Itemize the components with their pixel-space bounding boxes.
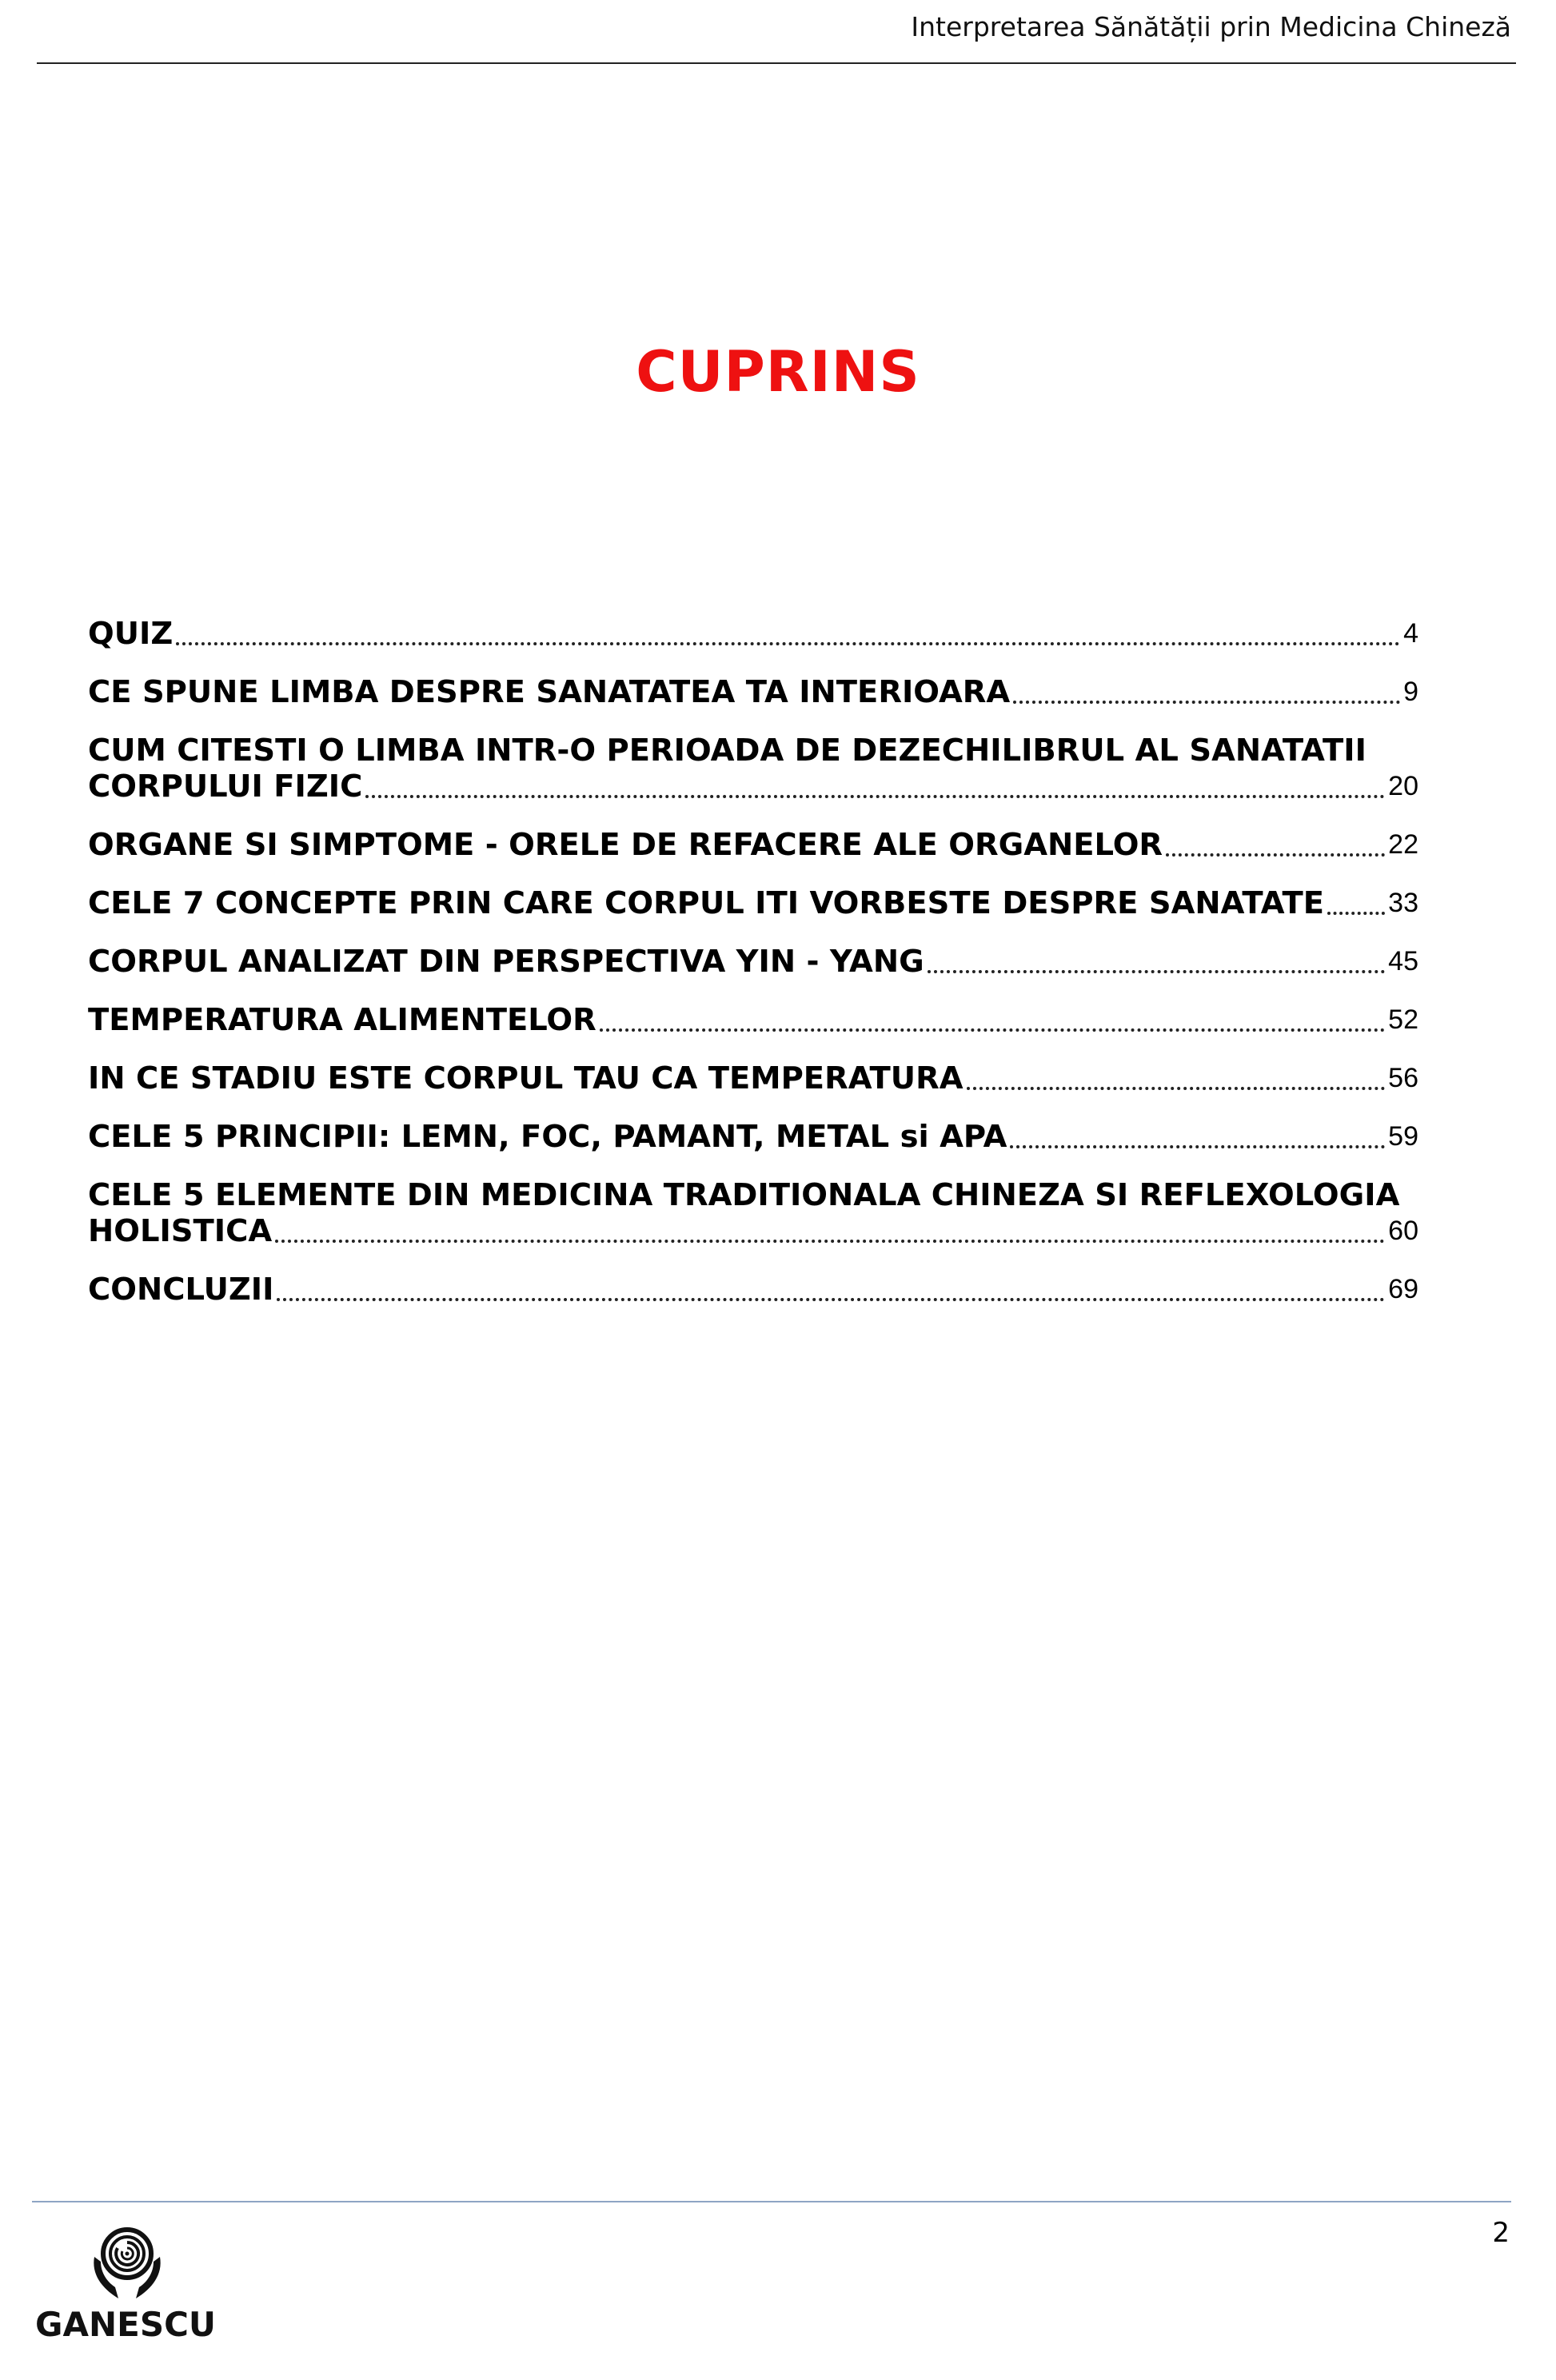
toc-entry-temperatura-alimentelor[interactable] [88, 1002, 1418, 1038]
page-number: 2 [1492, 2217, 1510, 2249]
dot-leader [928, 969, 1386, 973]
toc-entry-quiz[interactable] [88, 616, 1418, 652]
dot-leader [176, 641, 1400, 645]
toc-entry-title: CONCLUZII [88, 1272, 274, 1308]
toc-entry-title-line1: CUM CITESTI O LIMBA INTR-O PERIOADA DE DEZECHILIBRUL AL SANATATII [88, 733, 1366, 769]
running-header-title: Interpretarea Sănătății prin Medicina Chineză [911, 11, 1511, 42]
toc-entry-title: QUIZ [88, 616, 174, 652]
header-divider [37, 62, 1516, 64]
dot-leader [1013, 700, 1400, 704]
dot-leader [277, 1297, 1385, 1301]
toc-entry-page: 22 [1388, 829, 1418, 860]
toc-entry-page: 45 [1388, 946, 1418, 976]
toc-entry-title: CELE 7 CONCEPTE PRIN CARE CORPUL ITI VORBESTE DESPRE SANATATE [88, 885, 1325, 921]
toc-heading: CUPRINS [636, 339, 920, 405]
dot-leader [1327, 911, 1385, 915]
dot-leader [1166, 853, 1385, 857]
toc-entry-yin-yang[interactable] [88, 944, 1418, 980]
toc-entry-stadiu-temperatura[interactable] [88, 1060, 1418, 1096]
toc-entry-page: 4 [1403, 618, 1418, 649]
toc-entry-page: 20 [1388, 771, 1418, 801]
toc-entry-page: 69 [1388, 1274, 1418, 1304]
toc-entry-page: 59 [1388, 1121, 1418, 1152]
toc-entry-page: 52 [1388, 1004, 1418, 1035]
toc-entry-title: CORPUL ANALIZAT DIN PERSPECTIVA YIN - YANG [88, 944, 924, 980]
toc-entry-title: TEMPERATURA ALIMENTELOR [88, 1002, 596, 1038]
toc-entry-elemente[interactable] [88, 1177, 1418, 1249]
dot-leader [365, 794, 1385, 798]
ganescu-logo-icon [83, 2225, 171, 2303]
toc-entry-title-line2: HOLISTICA [88, 1213, 273, 1249]
toc-entry-title: CE SPUNE LIMBA DESPRE SANATATEA TA INTERIOARA [88, 674, 1011, 710]
toc-entry-title-line2: CORPULUI FIZIC [88, 769, 363, 805]
toc-entry-title: CELE 5 PRINCIPII: LEMN, FOC, PAMANT, METAL si APA [88, 1119, 1007, 1155]
dot-leader [1010, 1144, 1385, 1148]
toc-entry-limba[interactable] [88, 674, 1418, 710]
dot-leader [275, 1239, 1385, 1243]
toc-entry-page: 33 [1388, 888, 1418, 918]
toc-entry-page: 56 [1388, 1063, 1418, 1093]
toc-entry-page: 9 [1403, 677, 1418, 707]
toc-entry-principii[interactable] [88, 1119, 1418, 1155]
toc-entry-concluzii[interactable] [88, 1272, 1418, 1308]
toc-entry-page: 60 [1388, 1216, 1418, 1246]
dot-leader [600, 1028, 1385, 1032]
toc-entry-organe[interactable] [88, 827, 1418, 863]
toc-entry-title-line1: CELE 5 ELEMENTE DIN MEDICINA TRADITIONALA CHINEZA SI REFLEXOLOGIA [88, 1177, 1400, 1213]
dot-leader [967, 1086, 1386, 1090]
logo-wordmark: GANESCU [35, 2305, 216, 2344]
ganescu-logo [35, 2225, 219, 2345]
table-of-contents [88, 616, 1418, 1330]
toc-entry-title: ORGANE SI SIMPTOME - ORELE DE REFACERE ALE ORGANELOR [88, 827, 1163, 863]
toc-entry-dezechilibru[interactable] [88, 733, 1418, 805]
toc-entry-title: IN CE STADIU ESTE CORPUL TAU CA TEMPERATURA [88, 1060, 964, 1096]
toc-entry-concepte[interactable] [88, 885, 1418, 921]
footer-divider [32, 2201, 1511, 2202]
